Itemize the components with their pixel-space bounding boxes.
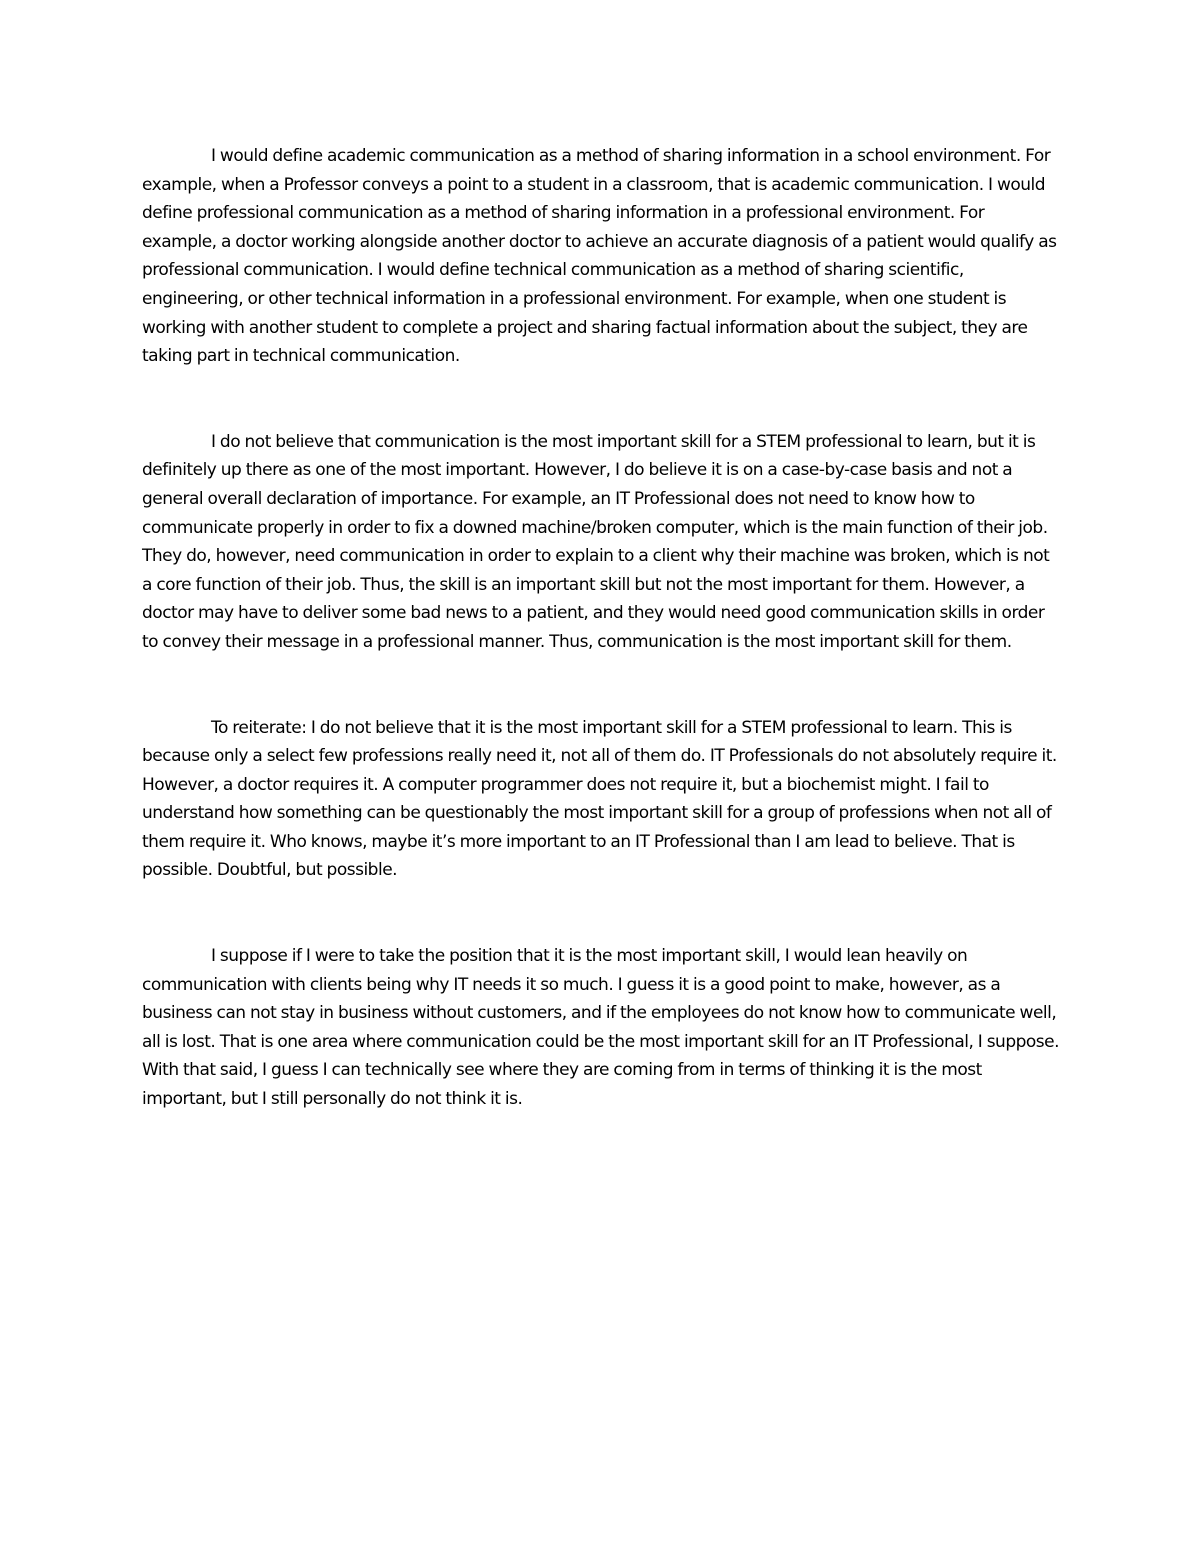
document-body (142, 142, 1060, 1171)
paragraph-2: I do not believe that communication is the most important skill for a STEM professional to learn, but it is definitely up there as one of the most important. However, I do believe it is on a case-by-case basis and not a general overall declaration of importance. For example, an IT Professional does not need to know how to communicate properly in order to fix a downed machine/broken computer, which is the main function of their job. They do, however, need communication in order to explain to a client why their machine was broken, which is not a core function of their job. Thus, the skill is an important skill but not the most important for them. However, a doctor may have to deliver some bad news to a patient, and they would need good communication skills in order to convey their message in a professional manner. Thus, communication is the most important skill for them. (142, 431, 1050, 652)
paragraph-3: To reiterate: I do not believe that it is the most important skill for a STEM professional to learn. This is because only a select few professions really need it, not all of them do. IT Professionals do not absolutely require it. However, a doctor requires it. A computer programmer does not require it, but a biochemist might. I fail to understand how something can be questionably the most important skill for a group of professions when not all of them require it. Who knows, maybe it’s more important to an IT Professional than I am lead to believe. That is possible. Doubtful, but possible. (142, 717, 1057, 881)
paragraph-1: I would define academic communication as a method of sharing information in a school environment. For example, when a Professor conveys a point to a student in a classroom, that is academic communication. I would define professional communication as a method of sharing information in a professional environment. For example, a doctor working alongside another doctor to achieve an accurate diagnosis of a patient would qualify as professional communication. I would define technical communication as a method of sharing scientific, engineering, or other technical information in a professional environment. For example, when one student is working with another student to complete a project and sharing factual information about the subject, they are taking part in technical communication. (142, 146, 1057, 367)
paragraph-4: I suppose if I were to take the position that it is the most important skill, I would lean heavily on communication with clients being why IT needs it so much. I guess it is a good point to make, however, as a business can not stay in business without customers, and if the employees do not know how to communicate well, all is lost. That is one area where communication could be the most important skill for an IT Professional, I suppose. With that said, I guess I can technically see where they are coming from in terms of thinking it is the most important, but I still personally do not think it is. (142, 946, 1060, 1110)
